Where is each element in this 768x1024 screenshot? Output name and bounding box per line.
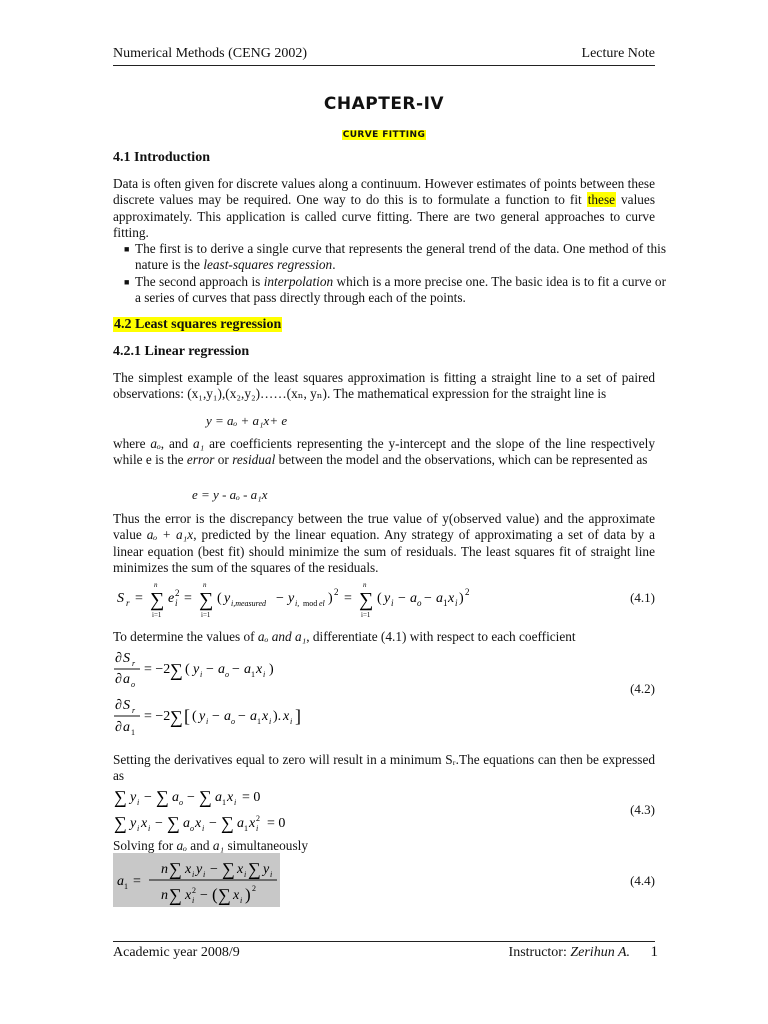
svg-text:a: a <box>250 709 257 724</box>
svg-text:i: i <box>234 798 237 807</box>
svg-text:∂: ∂ <box>115 672 122 687</box>
svg-text:∑: ∑ <box>156 787 169 807</box>
svg-text:x: x <box>233 888 240 903</box>
svg-text:∂: ∂ <box>115 720 122 735</box>
page-footer <box>113 945 655 965</box>
bullet-icon: ■ <box>124 277 130 287</box>
svg-text:i: i <box>203 870 206 879</box>
svg-text:∑: ∑ <box>114 813 127 833</box>
derivatives-zero-paragraph: Setting the derivatives equal to zero will result in a minimum Sᵣ.The equations can then be expressed as <box>113 752 655 784</box>
footer-academic-year: Academic year 2008/9 <box>113 945 240 960</box>
svg-text:2: 2 <box>192 886 196 895</box>
solving-paragraph: Solving for aₒ and a₁ simultaneously <box>113 838 308 853</box>
svg-text:∑: ∑ <box>170 660 183 680</box>
svg-text:o: o <box>225 670 229 679</box>
svg-text:a: a <box>172 790 179 805</box>
svg-text:n: n <box>154 581 158 589</box>
svg-text:y: y <box>263 862 270 877</box>
svg-text:n: n <box>161 888 168 903</box>
error-equation: e = y - aₒ - a₁x <box>192 487 268 502</box>
page-header <box>113 46 655 66</box>
svg-text:a: a <box>224 709 231 724</box>
svg-text:r: r <box>126 598 130 608</box>
svg-text:x: x <box>448 591 455 606</box>
svg-text:= −2: = −2 <box>144 662 171 677</box>
svg-text:=: = <box>133 874 141 889</box>
svg-text:i=1: i=1 <box>201 611 211 619</box>
svg-text:x: x <box>195 816 202 831</box>
svg-text:n: n <box>161 862 168 877</box>
svg-text:2: 2 <box>465 587 470 597</box>
svg-text:−: − <box>209 816 217 831</box>
svg-text:r: r <box>132 659 136 668</box>
svg-text:=: = <box>184 591 192 606</box>
svg-text:−: − <box>187 790 195 805</box>
svg-text:−: − <box>232 662 240 677</box>
footer-instructor: Instructor: Zerihun A. <box>508 945 630 960</box>
footer-rule <box>113 941 655 942</box>
svg-text:a: a <box>183 816 190 831</box>
linear-regression-intro: The simplest example of the least squares approximation is fitting a straight line to a set of paired observations: (x₁,y₁),(x₂,y₂)……(xₙ, yₙ). The mathematical expression for the straight line is <box>113 370 655 402</box>
svg-text:o: o <box>190 824 194 833</box>
svg-text:i: i <box>137 824 140 833</box>
svg-text:i: i <box>137 798 140 807</box>
svg-text:x: x <box>237 862 244 877</box>
svg-text:a: a <box>410 591 417 606</box>
svg-text:−: − <box>210 862 218 877</box>
svg-text:∑: ∑ <box>359 589 374 611</box>
svg-text:n: n <box>363 581 367 589</box>
chapter-subtitle <box>0 124 768 142</box>
svg-text:∂: ∂ <box>115 651 122 666</box>
equation-number-4-1: (4.1) <box>630 590 655 605</box>
svg-text:−: − <box>276 591 284 606</box>
svg-text:1: 1 <box>257 717 261 726</box>
svg-text:−: − <box>155 816 163 831</box>
svg-text:i: i <box>270 870 273 879</box>
svg-text:a: a <box>436 591 443 606</box>
svg-text:): ) <box>328 591 333 606</box>
svg-text:y: y <box>199 709 206 724</box>
svg-text:r: r <box>132 706 136 715</box>
svg-text:∑: ∑ <box>150 589 165 611</box>
svg-text:y: y <box>224 591 231 606</box>
section-4-1-heading: 4.1 Introduction <box>113 150 210 165</box>
svg-text:S: S <box>123 651 130 666</box>
intro-paragraph: Data is often given for discrete values along a continuum. However estimates of points between these discrete values may be required. One way to do this is to formulate a function to fit these values approximately. This application is called curve fitting. There are two general approaches to curve fitting. <box>113 176 655 241</box>
svg-text:): ) <box>245 885 251 904</box>
svg-text:i: i <box>175 598 178 608</box>
svg-text:x: x <box>249 816 256 831</box>
svg-text:−: − <box>144 790 152 805</box>
svg-text:1: 1 <box>251 670 255 679</box>
svg-text:i: i <box>240 896 243 905</box>
differentiate-paragraph: To determine the values of aₒ and a₁, differentiate (4.1) with respect to each coefficient <box>113 629 576 644</box>
svg-text:): ) <box>269 662 274 677</box>
svg-text:n: n <box>203 581 207 589</box>
svg-text:el: el <box>319 599 325 608</box>
svg-text:1: 1 <box>131 728 135 737</box>
svg-text:o: o <box>417 598 422 608</box>
svg-text:i: i <box>202 824 205 833</box>
svg-text:).: ). <box>273 709 282 724</box>
section-4-2-heading: 4.2 Least squares regression <box>114 317 282 332</box>
svg-text:x: x <box>185 888 192 903</box>
svg-text:a: a <box>237 816 244 831</box>
svg-text:(: ( <box>377 591 382 606</box>
svg-text:y: y <box>196 862 203 877</box>
svg-text:i: i <box>192 896 195 905</box>
svg-text:i: i <box>391 598 394 608</box>
svg-text:∑: ∑ <box>170 707 183 727</box>
error-discussion-paragraph: Thus the error is the discrepancy between the true value of y(observed value) and the approximate value aₒ + a₁x, predicted by the linear equation. Any strategy of approximating a set of data by a linear equation (best fit) should minimize the sum of residuals. The least squares fit of straight line minimizes the sum of the squares of the residuals. <box>113 511 655 576</box>
svg-text:(: ( <box>217 591 222 606</box>
svg-text:i: i <box>148 824 151 833</box>
svg-text:=: = <box>135 591 143 606</box>
svg-text:i: i <box>244 870 247 879</box>
highlighted-word: these <box>587 192 616 208</box>
svg-text:x: x <box>283 709 290 724</box>
svg-text:−: − <box>398 591 406 606</box>
svg-text:[: [ <box>184 706 190 726</box>
coefficients-paragraph: where aₒ, and a₁ are coefficients representing the y-intercept and the slope of the line respectively while e is the error or residual between the model and the observations, which can be represented as <box>113 436 655 468</box>
svg-text:o: o <box>131 680 135 689</box>
header-doc-type: Lecture Note <box>581 46 655 61</box>
svg-text:a: a <box>123 720 130 735</box>
svg-text:i: i <box>455 598 458 608</box>
svg-text:a: a <box>123 672 130 687</box>
straight-line-equation: y = aₒ + a₁x+ e <box>206 413 288 428</box>
svg-text:2: 2 <box>252 884 256 893</box>
equation-4-1 <box>113 577 493 619</box>
svg-text:∑: ∑ <box>218 885 231 905</box>
svg-text:i: i <box>256 824 259 833</box>
svg-text:−: − <box>238 709 246 724</box>
page-number: 1 <box>650 944 658 960</box>
svg-text:1: 1 <box>222 798 226 807</box>
header-rule <box>113 65 655 66</box>
header-course: Numerical Methods (CENG 2002) <box>113 46 308 61</box>
svg-text:a: a <box>117 874 124 889</box>
svg-text:]: ] <box>295 706 301 726</box>
svg-text:a: a <box>244 662 251 677</box>
svg-text:a: a <box>215 790 222 805</box>
svg-text:−: − <box>206 662 214 677</box>
section-4-2-1-heading: 4.2.1 Linear regression <box>113 344 250 359</box>
svg-text:y: y <box>288 591 295 606</box>
svg-text:y: y <box>130 816 137 831</box>
svg-text:= 0: = 0 <box>242 790 261 805</box>
svg-text:a: a <box>218 662 225 677</box>
svg-text:2: 2 <box>175 588 180 598</box>
svg-text:∑: ∑ <box>199 787 212 807</box>
svg-text:∂: ∂ <box>115 698 122 713</box>
svg-text:∑: ∑ <box>222 859 235 879</box>
svg-text:S: S <box>123 698 130 713</box>
svg-text:x: x <box>141 816 148 831</box>
svg-text:y: y <box>193 662 200 677</box>
svg-text:1: 1 <box>124 882 128 891</box>
bullet-least-squares: ■ The first is to derive a single curve that represents the general trend of the data. One method of this nature is the least-squares regression. <box>124 241 666 273</box>
svg-text:x: x <box>185 862 192 877</box>
svg-text:=: = <box>344 591 352 606</box>
svg-text:i,measured: i,measured <box>231 599 267 608</box>
svg-text:−: − <box>424 591 432 606</box>
svg-text:2: 2 <box>334 587 339 597</box>
equation-4-3 <box>113 786 333 838</box>
svg-text:x: x <box>262 709 269 724</box>
equation-number-4-4: (4.4) <box>630 873 655 888</box>
equation-4-2 <box>113 645 333 739</box>
svg-text:∑: ∑ <box>169 859 182 879</box>
svg-text:o: o <box>179 798 183 807</box>
svg-text:−: − <box>200 888 208 903</box>
svg-text:i: i <box>192 870 195 879</box>
svg-text:= −2: = −2 <box>144 709 171 724</box>
equation-4-4 <box>113 853 280 907</box>
svg-text:∑: ∑ <box>167 813 180 833</box>
svg-text:∑: ∑ <box>169 885 182 905</box>
svg-text:(: ( <box>212 885 218 904</box>
bullet-interpolation: ■ The second approach is interpolation which is a more precise one. The basic idea is to fit a curve or a series of curves that pass directly through each of the points. <box>124 274 666 306</box>
svg-text:y: y <box>384 591 391 606</box>
svg-text:i,: i, <box>295 599 300 608</box>
equation-number-4-2: (4.2) <box>630 681 655 696</box>
chapter-title: CHAPTER-IV <box>323 94 445 114</box>
svg-text:= 0: = 0 <box>267 816 286 831</box>
svg-text:S: S <box>117 591 124 606</box>
svg-text:1: 1 <box>443 598 448 608</box>
svg-text:(: ( <box>185 662 190 677</box>
svg-text:∑: ∑ <box>221 813 234 833</box>
svg-text:i=1: i=1 <box>152 611 162 619</box>
svg-text:i: i <box>263 670 266 679</box>
svg-text:x: x <box>256 662 263 677</box>
svg-text:∑: ∑ <box>199 589 214 611</box>
svg-text:(: ( <box>192 709 197 724</box>
svg-text:e: e <box>168 591 175 606</box>
svg-text:i: i <box>206 717 209 726</box>
svg-text:i: i <box>269 717 272 726</box>
svg-text:): ) <box>459 591 464 606</box>
svg-text:i=1: i=1 <box>361 611 371 619</box>
svg-text:−: − <box>212 709 220 724</box>
svg-text:mod: mod <box>303 599 318 608</box>
svg-text:2: 2 <box>256 814 260 823</box>
equation-number-4-3: (4.3) <box>630 802 655 817</box>
svg-text:∑: ∑ <box>248 859 261 879</box>
bullet-icon: ■ <box>124 244 130 254</box>
svg-text:o: o <box>231 717 235 726</box>
svg-text:∑: ∑ <box>114 787 127 807</box>
svg-text:y: y <box>130 790 137 805</box>
svg-text:i: i <box>200 670 203 679</box>
svg-text:i: i <box>290 717 293 726</box>
chapter-subtitle-text: CURVE FITTING <box>342 130 426 140</box>
svg-text:1: 1 <box>244 824 248 833</box>
svg-text:x: x <box>227 790 234 805</box>
